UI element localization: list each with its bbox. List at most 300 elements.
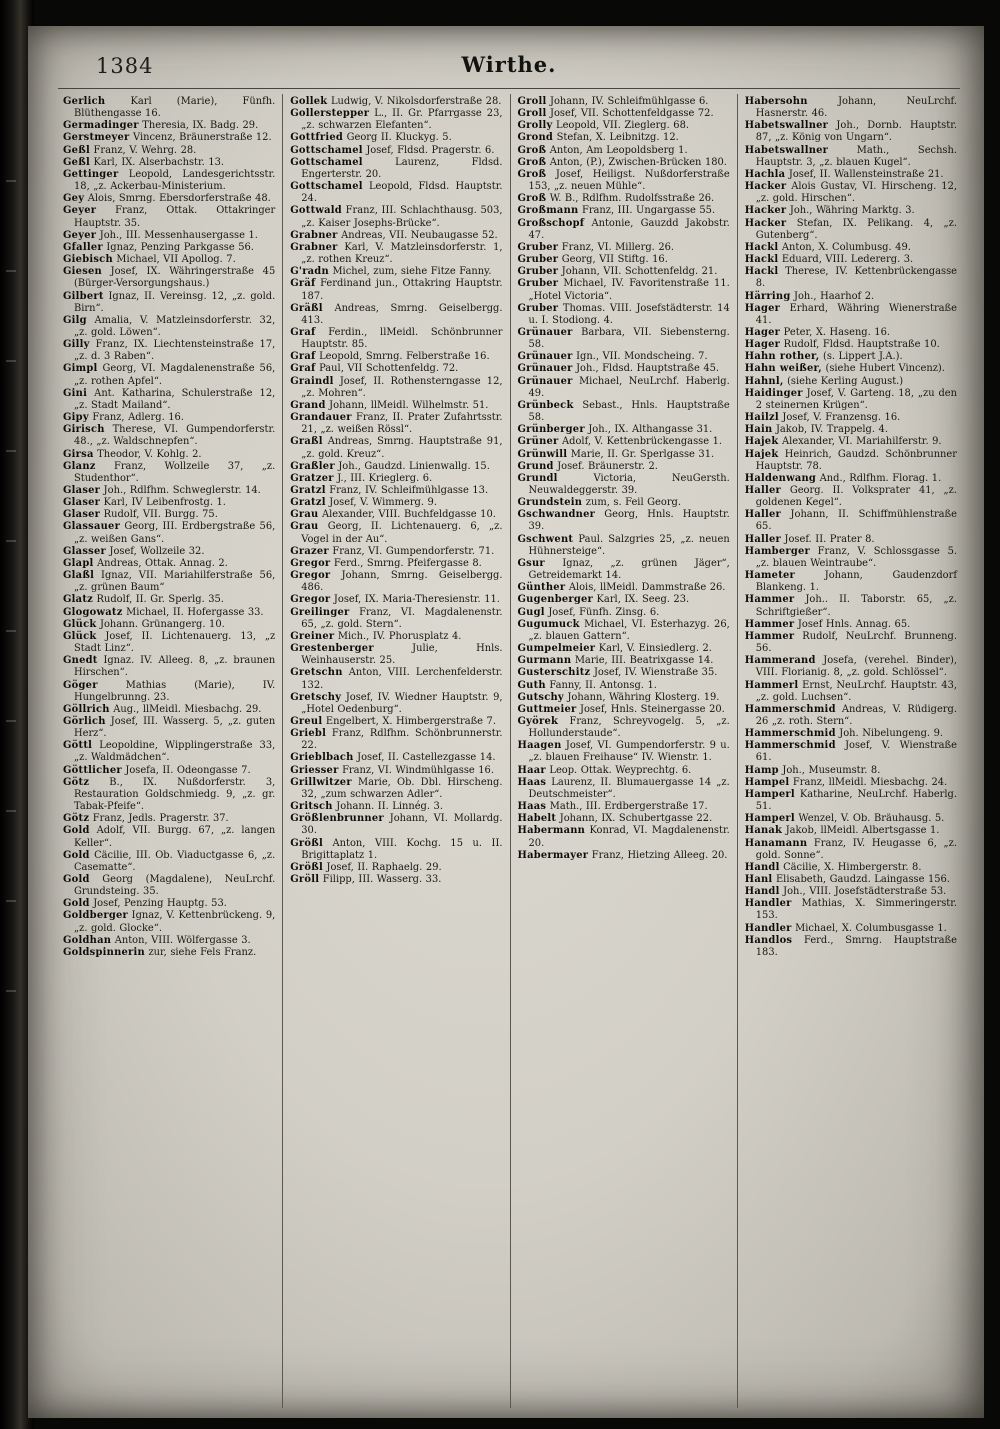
entry-surname: Haller: [744, 533, 781, 545]
entry-surname: Hammerl: [744, 679, 799, 691]
entry-surname: Gratzl: [290, 497, 326, 509]
entry-surname: Gottfried: [290, 132, 344, 144]
entry-surname: Handler: [744, 898, 792, 910]
directory-entry: Hackl Therese, IV. Kettenbrückengasse 8.: [744, 266, 957, 290]
directory-entry: Göttlicher Josefa, II. Odeongasse 7.: [63, 764, 251, 776]
directory-entry: Grüner Adolf, V. Kettenbrückengasse 1.: [517, 436, 723, 448]
scanned-page: [28, 26, 984, 1418]
directory-entry: Hammer Joh.. II. Taborstr. 65, „z. Schriftgießer“.: [744, 594, 957, 618]
entry-surname: Gratzl: [290, 485, 326, 496]
entry-surname: Gräßl: [290, 302, 323, 314]
entry-surname: Größlenbrunner: [290, 813, 384, 825]
entry-surname: Götz: [63, 813, 90, 825]
directory-entry: Hamperl Wenzel, V. Ob. Bräuhausg. 5.: [744, 813, 945, 825]
directory-entry: Hager Erhard, Währing Wienerstraße 41.: [744, 302, 957, 326]
entry-surname: Gregor: [290, 570, 331, 582]
directory-entry: Günther Alois, llMeidl. Dammstraße 26.: [517, 582, 726, 594]
directory-entry: Göttl Leopoldine, Wipplingerstraße 33, „z. Waldmädchen“.: [63, 740, 276, 764]
directory-entry: Gumpelmeier Karl, V. Einsiedlerg. 2.: [517, 643, 712, 655]
directory-entry: Hammer Josef Hnls. Annag. 65.: [744, 618, 911, 630]
entry-surname: Griebl: [290, 728, 327, 740]
directory-entry: Habersohn Johann, NeuLrchf. Hasnerstr. 46.: [744, 96, 957, 120]
directory-entry: Handl Joh., VIII. Josefstädterstraße 53.: [744, 886, 947, 898]
entry-surname: Grünauer: [517, 351, 573, 363]
directory-entry: Gröll Filipp, III. Wasserg. 33.: [290, 874, 442, 885]
entry-surname: Gerlich: [63, 96, 106, 107]
directory-entry: Geßl Karl, IX. Alserbachstr. 13.: [63, 156, 225, 168]
entry-surname: Gugenberger: [517, 594, 594, 606]
entry-surname: Hager: [744, 339, 781, 351]
entry-surname: Haller: [744, 485, 781, 496]
entry-surname: Gottschamel: [290, 156, 363, 168]
entry-surname: Gnedt: [63, 655, 98, 667]
directory-entry: Hamperl Katharine, NeuLrchf. Haberlg. 51.: [744, 788, 957, 813]
directory-entry: Gettinger Leopold, Landesgerichtsstr. 18, „z. Ackerbau-Ministerium.: [63, 168, 276, 193]
entry-surname: Gettinger: [63, 168, 119, 180]
entry-surname: Hackl: [744, 266, 779, 278]
directory-entry: Gerlich Karl (Marie), Fünfh. Blüthengasse 16.: [63, 96, 276, 120]
entry-surname: Glassauer: [63, 521, 121, 533]
directory-entry: Hanl Elisabeth, Gaudzd. Laingasse 156.: [744, 874, 950, 885]
directory-entry: Habermann Konrad, VI. Magdalenenstr. 20.: [517, 825, 730, 849]
directory-entry: Hailzl Josef, V. Franzensg. 16.: [744, 412, 901, 424]
entry-surname: Glaser: [63, 497, 101, 509]
entry-surname: Hanamann: [744, 837, 808, 849]
directory-entry: Gottwald Franz, III. Schlachthausg. 503, „z. Kaiser Josephs-Brücke“.: [290, 205, 503, 229]
directory-entry: Graßl Andreas, Smrng. Hauptstraße 91, „z. gold. Kreuz“.: [290, 436, 503, 460]
directory-entry: Grünwill Marie, II. Gr. Sperlgasse 31.: [517, 448, 715, 460]
directory-entry: Greiner Mich., IV. Phorusplatz 4.: [290, 630, 462, 642]
directory-entry: Haldenwang And., Rdlfhm. Florag. 1.: [744, 472, 942, 484]
entry-surname: Gilbert: [63, 290, 104, 302]
entry-surname: Germadinger: [63, 120, 139, 132]
entry-surname: Hackl: [744, 254, 779, 266]
directory-entry: Graindl Josef, II. Rothensterngasse 12, „z. Mohren“.: [290, 375, 503, 399]
directory-entry: Graf Paul, VII Schottenfeldg. 72.: [290, 363, 459, 375]
entry-surname: Grau: [290, 521, 319, 533]
directory-entry: Grünauer Michael, NeuLrchf. Haberlg. 49.: [517, 375, 730, 399]
entry-surname: Groll: [517, 96, 547, 107]
entry-surname: Habelt: [517, 813, 557, 825]
entry-surname: Gruber: [517, 254, 559, 266]
entry-surname: Gschwandner: [517, 509, 596, 521]
directory-entry: Hamp Joh., Museumstr. 8.: [744, 764, 881, 776]
directory-entry: Giebisch Michael, VII Apollog. 7.: [63, 254, 236, 266]
directory-entry: Haar Leop. Ottak. Weyprechtg. 6.: [517, 764, 692, 776]
directory-entry: Gottschamel Josef, Fldsd. Pragerstr. 6.: [290, 144, 495, 156]
directory-entry: Gschwent Paul. Salzgries 25, „z. neuen Hühnersteige“.: [517, 533, 730, 557]
entry-surname: Gretschn: [290, 667, 343, 679]
entry-surname: Gruber: [517, 266, 559, 278]
entry-surname: Grünauer: [517, 326, 573, 338]
directory-entry: Handler Michael, X. Columbusgasse 1.: [744, 922, 947, 934]
entry-surname: Girsa: [63, 448, 94, 460]
entry-surname: Grundstein: [517, 497, 583, 509]
directory-entry: Gritsch Johann. II. Linnég. 3.: [290, 801, 443, 813]
directory-entry: Hammerschmid Josef, V. Wienstraße 61.: [744, 740, 957, 764]
entry-surname: Göllrich: [63, 703, 110, 715]
entry-surname: Göttl: [63, 740, 93, 752]
entry-surname: Handler: [744, 922, 792, 934]
entry-surname: Hain: [744, 424, 773, 436]
entry-surname: Hammerschmid: [744, 703, 836, 715]
directory-entry: Gnedt Ignaz. IV. Alleeg. 8, „z. braunen Hirschen“.: [63, 655, 276, 679]
entry-surname: Grünberger: [517, 424, 585, 436]
directory-entry: Größl Josef, II. Raphaelg. 29.: [290, 861, 442, 873]
entry-surname: Geßl: [63, 144, 90, 156]
entry-surname: Gottwald: [290, 205, 342, 217]
directory-entry: Hanak Jakob, llMeidl. Albertsgasse 1.: [744, 825, 940, 837]
directory-entry: Haller Josef. II. Prater 8.: [744, 533, 875, 545]
entry-surname: Günther: [517, 582, 566, 594]
directory-entry: Glaser Joh., Rdlfhm. Schweglerstr. 14.: [63, 485, 261, 496]
directory-entry: Geyer Joh., III. Messenhausergasse 1.: [63, 229, 258, 241]
entry-surname: Gottschamel: [290, 144, 363, 156]
directory-entry: Götz Franz, Jedls. Pragerstr. 37.: [63, 813, 229, 825]
directory-entry: Glaßl Ignaz, VII. Mariahilferstraße 56, „z. grünen Baum“: [63, 570, 276, 594]
entry-surname: Geyer: [63, 205, 97, 217]
directory-entry: Hahn rother, (s. Lippert J.A.).: [744, 351, 903, 363]
directory-entry: Gugumuck Michael, VI. Esterhazyg. 26, „z. blauen Gattern“.: [517, 618, 730, 642]
entry-surname: Graf: [290, 363, 316, 375]
directory-entry: Glapl Andreas, Ottak. Annag. 2.: [63, 557, 228, 569]
entry-surname: Hamperl: [744, 788, 795, 800]
directory-entry: Haagen Josef, VI. Gumpendorferstr. 9 u. „z. blauen Freihause“ IV. Wienstr. 1.: [517, 740, 730, 764]
directory-entry: Hanamann Franz, IV. Heugasse 6, „z. gold. Sonne“.: [744, 837, 957, 861]
directory-entry: Grundl Victoria, NeuGersth. Neuwaldeggerstr. 39.: [517, 472, 730, 496]
directory-entry: Göllrich Aug., llMeidl. Miesbachg. 29.: [63, 703, 262, 715]
entry-surname: Gold: [63, 898, 90, 910]
entry-surname: Goldhan: [63, 934, 112, 946]
directory-entry: Gey Alois, Smrng. Ebersdorferstraße 48.: [63, 193, 271, 205]
entry-surname: Hammer: [744, 618, 795, 630]
entry-surname: Großschopf: [517, 217, 585, 229]
entry-surname: Haagen: [517, 740, 562, 752]
directory-entry: Gratzl Josef, V. Wimmerg. 9.: [290, 497, 437, 509]
entry-surname: Görlich: [63, 715, 106, 727]
entry-surname: Haar: [517, 764, 546, 776]
entry-surname: Handl: [744, 861, 780, 873]
directory-column: [282, 94, 509, 1408]
entry-surname: Groß: [517, 144, 547, 156]
entry-surname: Groll: [517, 108, 547, 120]
entry-surname: Glück: [63, 618, 97, 630]
entry-surname: Grabner: [290, 229, 338, 241]
entry-surname: Glatz: [63, 594, 94, 606]
directory-entry: Hameter Johann, Gaudenzdorf Blankeng. 1.: [744, 570, 957, 594]
entry-surname: Haas: [517, 801, 547, 813]
directory-entry: Groll Josef, VII. Schottenfeldgasse 72.: [517, 108, 714, 120]
directory-entry: Gratzl Franz, IV. Schleifmühlgasse 13.: [290, 485, 489, 496]
directory-entry: Gruber Thomas. VIII. Josefstädterstr. 14 u. I. Stodiong. 4.: [517, 302, 730, 326]
directory-entry: Glatz Rudolf, II. Gr. Sperlg. 35.: [63, 594, 224, 606]
directory-entry: Hajek Heinrich, Gaudzd. Schönbrunner Hauptstr. 78.: [744, 448, 957, 472]
directory-entry: Gfaller Ignaz, Penzing Parkgasse 56.: [63, 241, 254, 253]
entry-surname: Groß: [517, 193, 547, 205]
entry-surname: Graf: [290, 326, 316, 338]
entry-surname: Goldberger: [63, 910, 128, 922]
directory-entry: Gusterschitz Josef, IV. Wienstraße 35.: [517, 667, 718, 679]
entry-surname: Grieblbach: [290, 752, 354, 764]
entry-surname: Grabner: [290, 241, 338, 253]
entry-surname: Gregor: [290, 557, 331, 569]
entry-surname: Grundl: [517, 472, 558, 484]
entry-surname: Gratzer: [290, 472, 334, 484]
entry-surname: Hager: [744, 326, 781, 338]
entry-surname: Grünbeck: [517, 399, 574, 411]
entry-surname: Gold: [63, 874, 90, 885]
entry-surname: Grünauer: [517, 375, 573, 387]
entry-surname: Gilly: [63, 339, 90, 351]
directory-entry: Grillwitzer Marie, Ob. Dbl. Hirscheng. 32, „zum schwarzen Adler“.: [290, 776, 503, 800]
entry-surname: Hamperl: [744, 813, 795, 825]
entry-surname: Graßler: [290, 460, 335, 472]
entry-surname: Gretschy: [290, 691, 342, 703]
directory-entry: Glück Johann. Grünangerg. 10.: [63, 618, 225, 630]
entry-surname: Gottschamel: [290, 181, 363, 193]
entry-surname: G'radn: [290, 266, 329, 278]
directory-entry: Guttmeier Josef, Hnls. Steinergasse 20.: [517, 703, 725, 715]
entry-surname: Haidinger: [744, 387, 803, 399]
directory-entry: Gilbert Ignaz, II. Vereinsg. 12, „z. gold. Birn“.: [63, 290, 276, 314]
entry-surname: Gruber: [517, 241, 559, 253]
directory-entry: Habermayer Franz, Hietzing Alleeg. 20.: [517, 849, 728, 861]
entry-surname: Hammerschmid: [744, 728, 836, 740]
directory-entry: Gratzer J., III. Krieglerg. 6.: [290, 472, 433, 484]
directory-entry: Görlich Josef, III. Wasserg. 5, „z. guten Herz“.: [63, 715, 276, 740]
entry-surname: Härring: [744, 290, 791, 302]
directory-entry: Gräf Ferdinand jun., Ottakring Hauptstr. 187.: [290, 278, 503, 302]
page-title: Wirthe.: [461, 52, 557, 77]
directory-entry: Glück Josef, II. Lichtenauerg. 13, „z Stadt Linz“.: [63, 630, 276, 655]
entry-surname: Guth: [517, 679, 546, 691]
entry-surname: Grond: [517, 132, 554, 144]
directory-entry: Gruber Georg, VII Stiftg. 16.: [517, 254, 668, 266]
entry-surname: Greiner: [290, 630, 335, 642]
header-divider: [58, 88, 960, 89]
directory-entry: Grau Georg, II. Lichtenauerg. 6, „z. Vogel in der Au“.: [290, 521, 503, 545]
directory-entry: Hahnl, (siehe Kerling August.): [744, 375, 904, 387]
directory-entry: Gräßl Andreas, Smrng. Geiselbergg. 413.: [290, 302, 503, 326]
entry-surname: Giesen: [63, 266, 102, 278]
directory-entry: Groß W. B., Rdlfhm. Rudolfsstraße 26.: [517, 193, 715, 205]
directory-entry: Groll Johann, IV. Schleifmühlgasse 6.: [517, 96, 709, 107]
directory-entry: G'radn Michel, zum, siehe Fitze Fanny.: [290, 266, 492, 278]
entry-surname: Hampel: [744, 776, 790, 788]
entry-surname: Gritsch: [290, 801, 333, 813]
directory-entry: Girsa Theodor, V. Kohlg. 2.: [63, 448, 202, 460]
directory-entry: Glogowatz Michael, II. Hofergasse 33.: [63, 606, 264, 618]
directory-entry: Grolly Leopold, VII. Zieglerg. 68.: [517, 120, 690, 132]
entry-surname: Hahn rother,: [744, 351, 820, 363]
entry-surname: Grünwill: [517, 448, 568, 460]
entry-surname: Gurmann: [517, 655, 572, 667]
entry-surname: Glaser: [63, 485, 101, 496]
directory-entry: Hahn weißer, (siehe Hubert Vincenz).: [744, 363, 945, 375]
directory-entry: Greul Engelbert, X. Himbergerstraße 7.: [290, 715, 496, 727]
entry-surname: Gini: [63, 387, 88, 399]
directory-entry: Habelt Johann, IX. Schubertgasse 22.: [517, 813, 713, 825]
entry-surname: Hammer: [744, 630, 795, 642]
entry-surname: Haas: [517, 776, 547, 788]
directory-entry: Grabner Andreas, VII. Neubaugasse 52.: [290, 229, 498, 241]
directory-entry: Hacker Alois Gustav, VI. Hirscheng. 12, „z. gold. Hirschen“.: [744, 181, 957, 205]
directory-entry: Glaser Rudolf, VII. Burgg. 75.: [63, 509, 218, 521]
entry-surname: Gregor: [290, 594, 331, 606]
entry-surname: Gsur: [517, 557, 545, 569]
directory-entry: Graßler Joh., Gaudzd. Linienwallg. 15.: [290, 460, 490, 472]
directory-entry: Gollerstepper L., II. Gr. Pfarrgasse 23, „z. schwarzen Elefanten“.: [290, 108, 503, 132]
entry-surname: Glapl: [63, 557, 94, 569]
directory-entry: Hajek Alexander, VI. Mariahilferstr. 9.: [744, 436, 942, 448]
entry-surname: Gold: [63, 825, 90, 837]
directory-entry: Grund Josef. Bräunerstr. 2.: [517, 460, 658, 472]
entry-surname: Glück: [63, 630, 97, 642]
directory-entry: Graf Ferdin., llMeidl. Schönbrunner Hauptstr. 85.: [290, 326, 503, 351]
entry-surname: Hailzl: [744, 412, 779, 424]
directory-entry: Gottfried Georg II. Kluckyg. 5.: [290, 132, 452, 144]
directory-entry: Hammer Rudolf, NeuLrchf. Brunneng. 56.: [744, 630, 957, 655]
directory-entry: Hacker Joh., Währing Marktg. 3.: [744, 205, 915, 217]
directory-entry: Hammerl Ernst, NeuLrchf. Hauptstr. 43, „z. gold. Luchsen“.: [744, 679, 957, 703]
directory-entry: Grundstein zum, s. Feil Georg.: [517, 497, 682, 509]
entry-surname: Hammerand: [744, 655, 816, 667]
directory-entry: Groß Josef, Heiligst. Nußdorferstraße 153, „z. neuen Mühle“.: [517, 168, 730, 193]
directory-entry: Girisch Therese, VI. Gumpendorferstr. 48., „z. Waldschnepfen“.: [63, 424, 276, 448]
entry-surname: Glogowatz: [63, 606, 123, 618]
directory-entry: Härring Joh., Haarhof 2.: [744, 290, 875, 302]
directory-entry: Grieblbach Josef, II. Castellezgasse 14.: [290, 752, 496, 764]
entry-surname: Haldenwang: [744, 472, 817, 484]
entry-surname: Gruber: [517, 278, 559, 290]
entry-surname: Hacker: [744, 205, 787, 217]
entry-surname: Hamberger: [744, 545, 810, 557]
entry-surname: Größl: [290, 861, 323, 873]
entry-surname: Glasser: [63, 545, 106, 557]
directory-entry: Hamberger Franz, V. Schlossgasse 5. „z. blauen Weintraube“.: [744, 545, 957, 569]
directory-entry: Grand Johann, llMeidl. Wilhelmstr. 51.: [290, 399, 489, 411]
entry-surname: Hackl: [744, 241, 779, 253]
directory-entry: Gerstmeyer Vincenz, Bräunerstraße 12.: [63, 132, 272, 144]
entry-surname: Greilinger: [290, 606, 350, 618]
entry-surname: Grau: [290, 509, 319, 521]
entry-surname: Gruber: [517, 302, 559, 314]
directory-entry: Hammerschmid Andreas, V. Rüdigerg. 26 „z. roth. Stern“.: [744, 703, 957, 727]
entry-surname: Geßl: [63, 156, 90, 168]
entry-surname: Handlos: [744, 934, 793, 946]
entry-surname: Hameter: [744, 570, 796, 582]
directory-entry: Größl Anton, VIII. Kochg. 15 u. II. Brigittaplatz 1.: [290, 837, 503, 861]
entry-surname: Grandauer: [290, 412, 352, 424]
directory-entry: Gruber Johann, VII. Schottenfeldg. 21.: [517, 266, 718, 278]
directory-entry: Germadinger Theresia, IX. Badg. 29.: [63, 120, 259, 132]
directory-entry: Gollek Ludwig, V. Nikolsdorferstraße 28.: [290, 96, 502, 107]
entry-surname: Großmann: [517, 205, 579, 217]
directory-entry: Grünbeck Sebast., Hnls. Hauptstraße 58.: [517, 399, 730, 424]
directory-entry: Großmann Franz, III. Ungargasse 55.: [517, 205, 716, 217]
entry-surname: Grund: [517, 460, 554, 472]
entry-surname: Gumpelmeier: [517, 643, 596, 655]
entry-surname: Greul: [290, 715, 323, 727]
entry-surname: Giebisch: [63, 254, 113, 266]
entry-surname: Gfaller: [63, 241, 103, 253]
entry-surname: Griesser: [290, 764, 339, 776]
entry-surname: Habermann: [517, 825, 586, 837]
directory-entry: Grestenberger Julie, Hnls. Weinhauserstr. 25.: [290, 643, 503, 667]
directory-entry: Hacker Stefan, IX. Pelikang. 4, „z. Gutenberg“.: [744, 217, 957, 241]
directory-entry: Glanz Franz, Wollzeile 37, „z. Studenthor“.: [63, 460, 276, 484]
directory-entry: Götz B., IX. Nußdorferstr. 3, Restauration Goldschmiedg. 9, „z. gr. Tabak-Pfeife“.: [63, 776, 276, 813]
entry-surname: Hajek: [744, 436, 779, 448]
entry-surname: Grazer: [290, 545, 329, 557]
directory-entry: Gilg Amalia, V. Matzleinsdorferstr. 32, „z. gold. Löwen“.: [63, 314, 276, 338]
page-number: 1384: [96, 54, 154, 78]
directory-entry: Grünauer Joh., Fldsd. Hauptstraße 45.: [517, 363, 720, 375]
directory-entry: Gsur Ignaz, „z. grünen Jäger“, Getreidemarkt 14.: [517, 557, 730, 582]
entry-surname: Gusterschitz: [517, 667, 591, 679]
directory-entry: Haas Math., III. Erdbergerstraße 17.: [517, 801, 708, 813]
directory-entry: Hachla Josef, II. Wallensteinstraße 21.: [744, 168, 944, 180]
directory-entry: Grazer Franz, VI. Gumpendorferstr. 71.: [290, 545, 495, 557]
directory-entry: Glaser Karl, IV Leibenfrostg. 1.: [63, 497, 226, 509]
entry-surname: Hanl: [744, 874, 773, 885]
directory-entry: Grandauer Franz, II. Prater Zufahrtsstr. 21, „z. weißen Rössl“.: [290, 412, 503, 436]
directory-entry: Handl Cäcilie, X. Himbergerstr. 8.: [744, 861, 922, 873]
directory-entry: Graf Leopold, Smrng. Felberstraße 16.: [290, 351, 490, 363]
directory-column: [56, 94, 282, 1408]
entry-surname: Hammerschmid: [744, 740, 836, 752]
directory-entry: Gottschamel Leopold, Fldsd. Hauptstr. 24.: [290, 181, 503, 205]
entry-surname: Habetswallner: [744, 144, 829, 156]
directory-entry: Handler Mathias, X. Simmeringerstr. 153.: [744, 898, 957, 922]
entry-surname: Götz: [63, 776, 90, 788]
directory-entry: Glassauer Georg, III. Erdbergstraße 56, „z. weißen Gans“.: [63, 521, 276, 545]
directory-entry: Griebl Franz, Rdlfhm. Schönbrunnerstr. 22.: [290, 728, 503, 752]
directory-entry: Gutschy Johann, Währing Klosterg. 19.: [517, 691, 720, 703]
directory-entry: Goldberger Ignaz, V. Kettenbrückeng. 9, „z. gold. Glocke“.: [63, 910, 276, 934]
directory-entry: Gregor Josef, IX. Maria-Theresienstr. 11.: [290, 594, 500, 606]
entry-surname: Gilg: [63, 314, 87, 326]
entry-surname: Gollerstepper: [290, 108, 370, 120]
directory-entry: Grond Stefan, X. Leibnitzg. 12.: [517, 132, 679, 144]
entry-surname: Gold: [63, 849, 90, 861]
entry-surname: Gimpl: [63, 363, 98, 375]
directory-entry: Gregor Johann, Smrng. Geiselbergg. 486.: [290, 570, 503, 594]
entry-surname: Handl: [744, 886, 780, 898]
directory-entry: Göger Mathias (Marie), IV. Hungelbrunng. 23.: [63, 679, 276, 703]
entry-surname: Gey: [63, 193, 85, 205]
entry-surname: Habetswallner: [744, 120, 829, 132]
directory-entry: Hager Rudolf, Fldsd. Hauptstraße 10.: [744, 339, 940, 351]
directory-entry: Gretschy Josef, IV. Wiedner Hauptstr. 9, „Hotel Oedenburg“.: [290, 691, 503, 715]
entry-surname: Haller: [744, 509, 781, 521]
entry-surname: Grünauer: [517, 363, 573, 375]
directory-entry: Hammerschmid Joh. Nibelungeng. 9.: [744, 728, 943, 740]
entry-surname: Göger: [63, 679, 98, 691]
entry-surname: Glaßl: [63, 570, 95, 582]
entry-surname: Groß: [517, 156, 547, 168]
directory-entry: Gimpl Georg, VI. Magdalenenstraße 56, „z. rothen Apfel“.: [63, 363, 276, 387]
entry-surname: Hachla: [744, 168, 786, 180]
entry-surname: Graf: [290, 351, 316, 363]
directory-entry: Gurmann Marie, III. Beatrixgasse 14.: [517, 655, 714, 667]
entry-surname: Hager: [744, 302, 781, 314]
directory-entry: Hackl Anton, X. Columbusg. 49.: [744, 241, 911, 253]
entry-surname: Hacker: [744, 181, 787, 193]
directory-entry: Gold Josef, Penzing Hauptg. 53.: [63, 898, 227, 910]
directory-entry: Gini Ant. Katharina, Schulerstraße 12, „z. Stadt Mailand“.: [63, 387, 276, 411]
directory-entry: Habetswallner Joh., Dornb. Hauptstr. 87, „z. König von Ungarn“.: [744, 120, 957, 144]
